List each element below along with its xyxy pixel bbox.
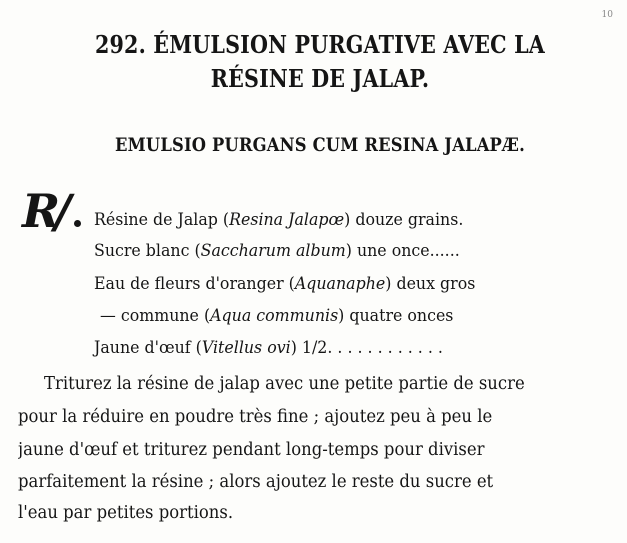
ingredient-text: Résine de Jalap ( (94, 210, 230, 230)
ingredient-latin-name: Aqua communis (210, 306, 339, 326)
instruction-line: parfaitement la résine ; alors ajoutez le reste du sucre et (18, 472, 494, 492)
ingredient-amount-text: ) quatre onces (338, 306, 454, 326)
ingredient-latin-name: Saccharum album (200, 241, 346, 261)
recipe-title-line-2: RÉSINE DE JALAP. (210, 64, 430, 93)
ingredient-latin-name: Vitellus ovi (201, 338, 291, 358)
ingredient-amount-text: ) douze grains. (344, 210, 464, 230)
ingredient-line (94, 240, 460, 262)
ingredient-line (100, 305, 453, 327)
page-corner-mark: 10 (601, 10, 613, 20)
ingredient-text: — commune ( (100, 306, 211, 326)
recipe-bullet-dot (74, 220, 81, 227)
recipe-symbol-icon: R/ (22, 184, 66, 238)
instruction-line: Triturez la résine de jalap avec une petite partie de sucre (44, 374, 525, 394)
ingredient-latin-name: Resina Jalapœ (229, 210, 345, 230)
ingredient-text: Jaune d'œuf ( (94, 338, 202, 358)
ingredient-line (94, 337, 443, 359)
latin-title: EMULSIO PURGANS CUM RESINA JALAPÆ. (115, 134, 525, 156)
ingredient-line (94, 209, 463, 231)
ingredient-amount-text: ) une once...... (345, 241, 460, 261)
ingredient-line (94, 273, 475, 295)
instruction-line: pour la réduire en poudre très fine ; ajoutez peu à peu le (18, 407, 493, 427)
recipe-title-line-1: 292. ÉMULSION PURGATIVE AVEC LA (94, 30, 545, 59)
instruction-line: jaune d'œuf et triturez pendant long-temps pour diviser (18, 440, 485, 460)
ingredient-latin-name: Aquanaphe (294, 274, 386, 294)
ingredient-text: Sucre blanc ( (94, 241, 201, 261)
instruction-line: l'eau par petites portions. (18, 503, 234, 523)
ingredient-text: Eau de fleurs d'oranger ( (94, 274, 295, 294)
ingredient-amount-text: ) 1/2. . . . . . . . . . . . (290, 338, 443, 358)
ingredient-amount-text: ) deux gros (385, 274, 476, 294)
